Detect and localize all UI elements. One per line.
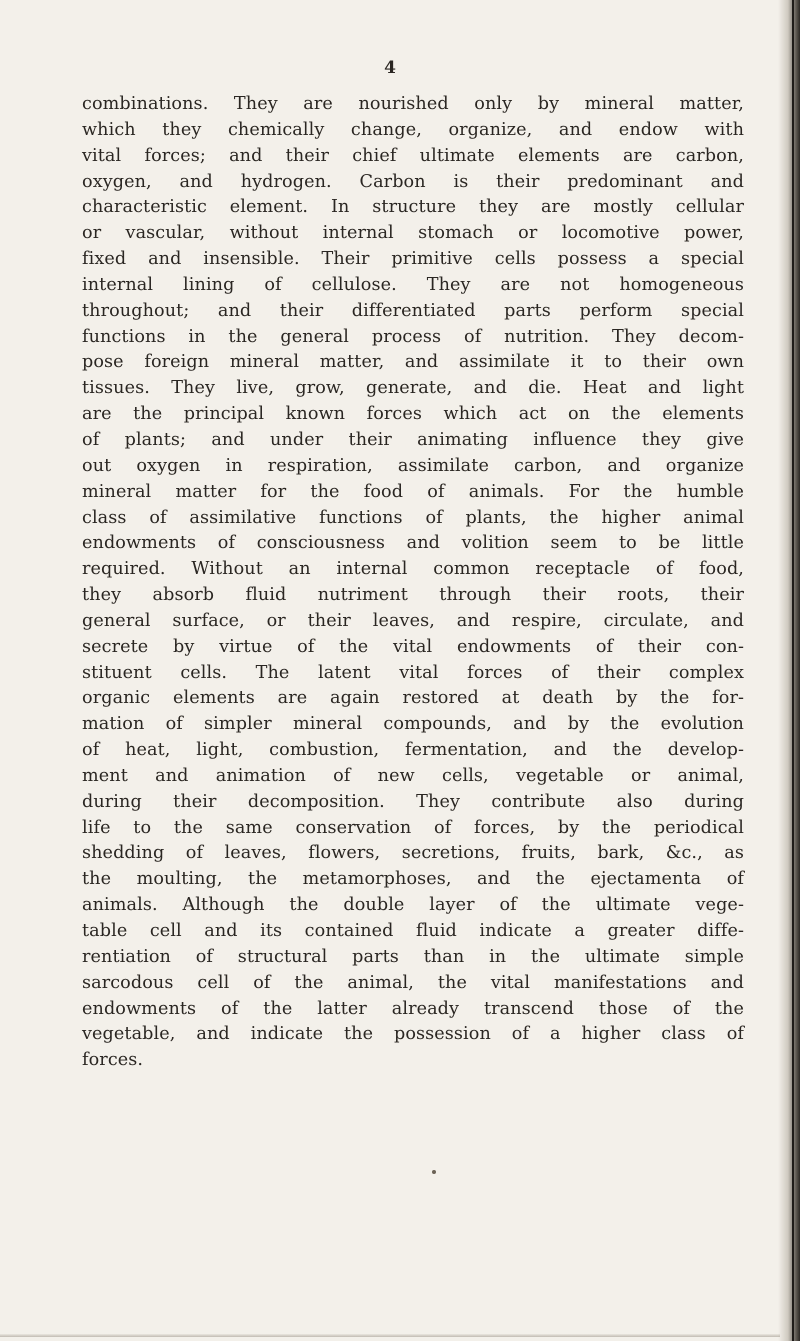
- text-line: general surface, or their leaves, and respire, circulate, and: [82, 610, 744, 631]
- text-line: pose foreign mineral matter, and assimilate it to their own: [82, 352, 744, 373]
- text-line: class of assimilative functions of plants, the higher animal: [82, 507, 744, 528]
- text-line: animals. Although the double layer of the ultimate vege-: [82, 895, 744, 916]
- text-line: life to the same conservation of forces, by the periodical: [82, 817, 744, 838]
- binding-shadow: [778, 0, 800, 1341]
- text-line: out oxygen in respiration, assimilate carbon, and organize: [82, 455, 744, 476]
- text-line: internal lining of cellulose. They are not homogeneous: [82, 274, 744, 295]
- text-line: mation of simpler mineral compounds, and by the evolution: [82, 714, 744, 735]
- ink-speck: [432, 1170, 436, 1174]
- text-line: mineral matter for the food of animals. For the humble: [82, 481, 744, 502]
- text-line: the moulting, the metamorphoses, and the ejectamenta of: [82, 869, 744, 890]
- text-line: shedding of leaves, flowers, secretions, fruits, bark, &c., as: [82, 843, 744, 864]
- text-line: they absorb fluid nutriment through their roots, their: [82, 585, 744, 606]
- text-line: forces.: [82, 1050, 144, 1071]
- text-line: organic elements are again restored at death by the for-: [82, 688, 744, 709]
- text-line: rentiation of structural parts than in the ultimate simple: [82, 946, 744, 967]
- text-line: during their decomposition. They contribute also during: [82, 791, 744, 812]
- text-line: ment and animation of new cells, vegetable or animal,: [82, 765, 744, 786]
- text-line: table cell and its contained fluid indicate a greater diffe-: [82, 921, 744, 941]
- text-line: sarcodous cell of the animal, the vital manifestations and: [82, 972, 744, 993]
- text-line: combinations. They are nourished only by mineral matter,: [82, 94, 744, 114]
- text-line: throughout; and their differentiated parts perform special: [82, 300, 744, 321]
- body-paragraph: [82, 92, 744, 1074]
- text-line: of plants; and under their animating influence they give: [82, 429, 744, 450]
- text-line: or vascular, without internal stomach or locomotive power,: [82, 223, 744, 244]
- text-line: vital forces; and their chief ultimate elements are carbon,: [82, 145, 744, 166]
- text-line: vegetable, and indicate the possession of a higher class of: [82, 1024, 744, 1045]
- text-line: of heat, light, combustion, fermentation, and the develop-: [82, 740, 744, 761]
- text-line: tissues. They live, grow, generate, and die. Heat and light: [82, 378, 744, 399]
- text-line: characteristic element. In structure they are mostly cellular: [82, 197, 744, 218]
- text-line: endowments of the latter already transcend those of the: [82, 998, 744, 1019]
- text-line: are the principal known forces which act on the elements: [82, 404, 744, 425]
- text-line: required. Without an internal common receptacle of food,: [82, 559, 744, 580]
- page-edge-line: [792, 0, 794, 1341]
- page-number: 4: [384, 58, 396, 78]
- text-line: secrete by virtue of the vital endowments of their con-: [82, 636, 744, 657]
- text-line: fixed and insensible. Their primitive cells possess a special: [82, 249, 744, 270]
- text-line: oxygen, and hydrogen. Carbon is their predominant and: [82, 171, 744, 192]
- text-line: functions in the general process of nutrition. They decom-: [82, 326, 744, 347]
- page-bottom-edge: [0, 1334, 780, 1337]
- text-line: which they chemically change, organize, and endow with: [82, 119, 744, 140]
- text-line: endowments of consciousness and volition seem to be little: [82, 533, 744, 554]
- text-line: stituent cells. The latent vital forces of their complex: [82, 662, 744, 683]
